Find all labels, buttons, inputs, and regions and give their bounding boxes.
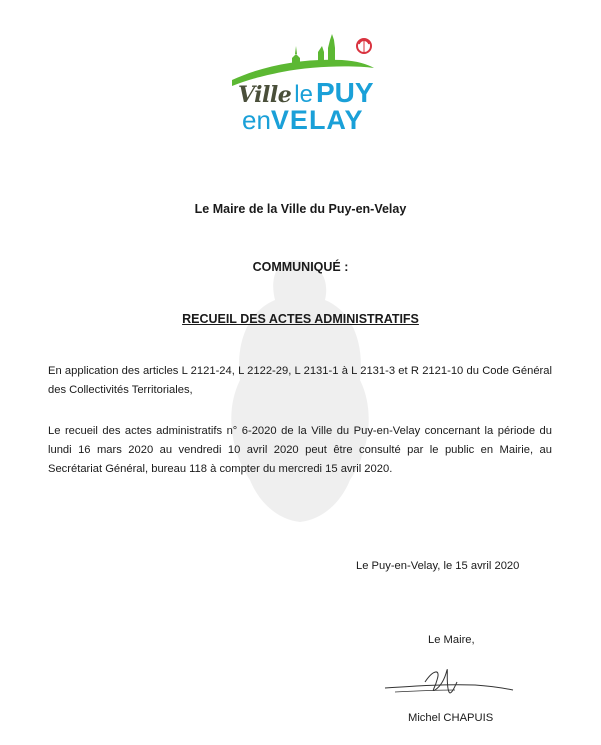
logo-velay: VELAY (270, 105, 364, 135)
paragraph-legal-basis: En application des articles L 2121-24, L 2122-29, L 2131-1 à L 2131-3 et R 2121-10 du Code Général des Collectivités Territoriales, (48, 365, 552, 396)
type-heading: COMMUNIQUÉ : (252, 260, 349, 274)
logo-text-line1 (238, 79, 374, 107)
city-logo (232, 28, 382, 138)
signatory-name: Michel CHAPUIS (408, 712, 494, 724)
logo-ville: Ville (238, 82, 292, 108)
signature-icon (375, 660, 515, 700)
logo-en: en (242, 105, 271, 135)
logo-puy: PUY (315, 77, 374, 108)
paragraph-announcement: Le recueil des actes administratifs n° 6-2020 de la Ville du Puy-en-Velay concernant la période du lundi 16 mars 2020 au vendredi 10 avril 2020 peut être consulté par le public en Mairie, au Secrétariat Général, bureau 118 à compter du mercredi 15 avril 2020. (48, 425, 552, 475)
place-date: Le Puy-en-Velay, le 15 avril 2020 (356, 560, 520, 572)
subject-heading: RECUEIL DES ACTES ADMINISTRATIFS (182, 312, 419, 326)
logo-le: le (294, 81, 313, 108)
author-heading: Le Maire de la Ville du Puy-en-Velay (194, 202, 407, 216)
signatory-title: Le Maire, (428, 634, 475, 646)
logo-text-line2 (242, 107, 363, 134)
